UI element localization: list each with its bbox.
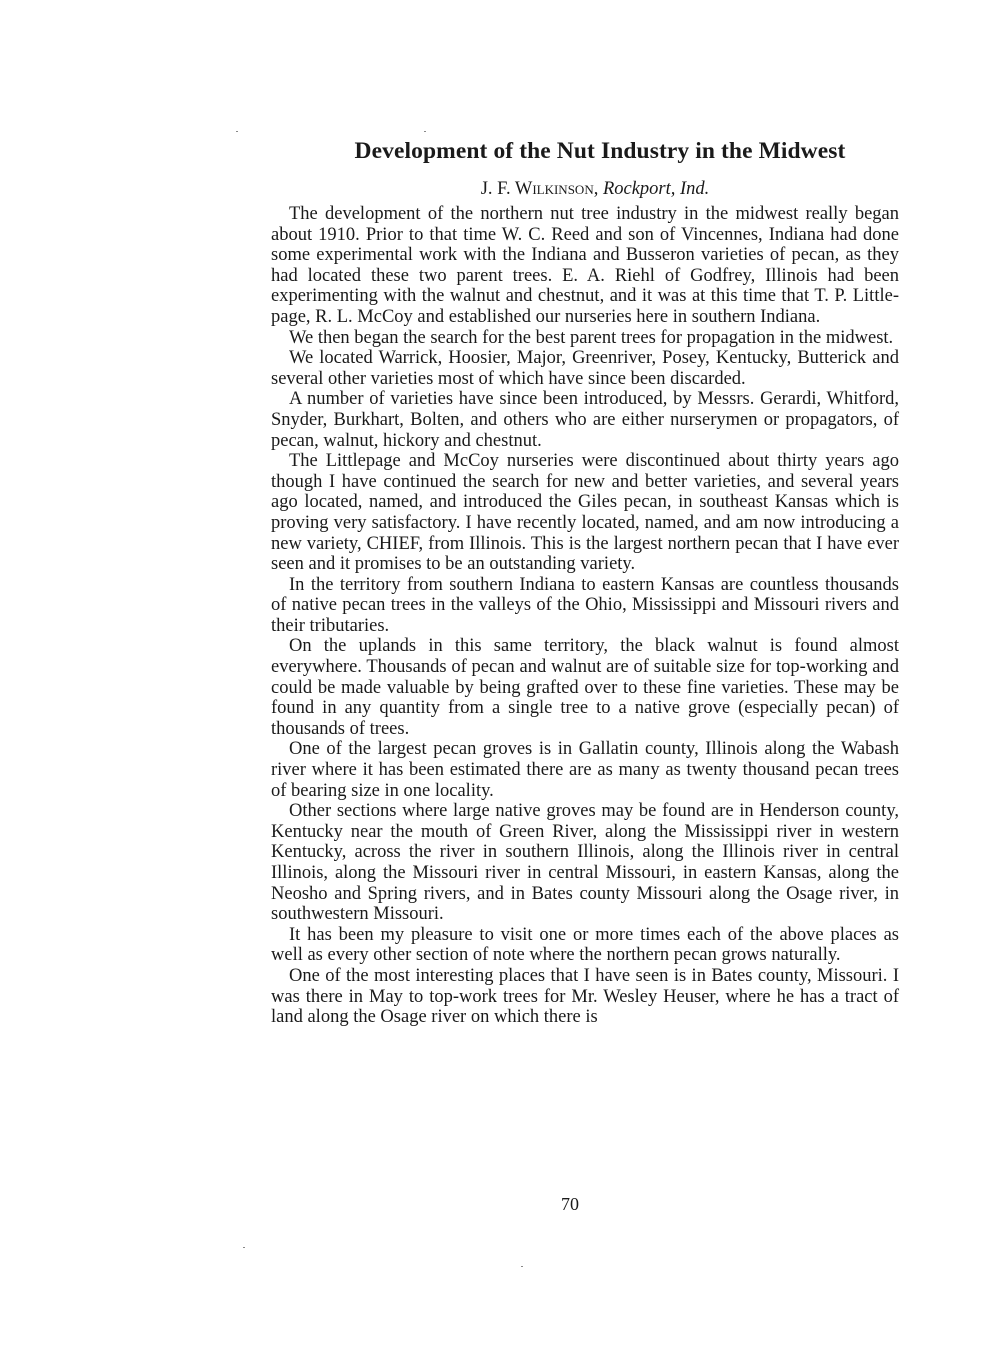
scan-speck: [243, 1247, 245, 1248]
paragraph: A number of varieties have since been introduced, by Messrs. Gerardi, Whitford, Snyder, Burkhart, Bolten, and others who are either nurserymen or propagators, of pecan, walnut, hickory and chestnut.: [271, 389, 899, 451]
paragraph: On the uplands in this same territory, the black walnut is found almost everywhere. Thousands of pecan and walnut are of suitable size for top-working and could be made valuable by being grafted over to these fine varieties. These may be found in any quantity from a single tree to a native grove (especially pecan) of thousands of trees.: [271, 636, 899, 739]
scan-speck: [236, 131, 238, 132]
byline: [271, 176, 899, 202]
paragraph: Other sections where large native groves may be found are in Henderson county, Kentucky near the mouth of Green River, along the Mississippi river in western Kentucky, across the river in southern Illinois, along the Illinois river in central Illinois, along the Missouri river in central Missouri, in eastern Kansas, along the Neosho and Spring rivers, and in Bates county Missouri along the Osage river, in southwestern Missouri.: [271, 801, 899, 925]
paragraph: The Littlepage and McCoy nurseries were discontinued about thirty years ago though I have continued the search for new and better varieties, and several years ago located, named, and introduced the Giles pecan, in southeast Kansas which is proving very satisfactory. I have recently located, named, and am now introducing a new variety, CHIEF, from Illinois. This is the largest northern pecan that I have ever seen and it promises to be an outstanding variety.: [271, 451, 899, 575]
article-body: [271, 204, 899, 1028]
article-title: Development of the Nut Industry in the Midwest: [354, 138, 846, 164]
paragraph: It has been my pleasure to visit one or more times each of the above places as well as every other section of note where the northern pecan grows naturally.: [271, 924, 899, 966]
paragraph: One of the most interesting places that I have seen is in Bates county, Missouri. I was there in May to top-work trees for Mr. Wesley Heuser, where he has a tract of land along the Osage river on which there is: [271, 965, 899, 1028]
paragraph: The development of the northern nut tree industry in the midwest really began about 1910. Prior to that time W. C. Reed and son of Vincennes, Indiana had done some experimental work with the Indiana and Busseron varieties of pecan, as they had located these two parent trees. E. A. Riehl of Godfrey, Illinois had been experimenting with the walnut and chestnut, and it was at this time that T. P. Littlepage, R. L. McCoy and established our nurseries here in southern Indiana.: [271, 204, 899, 327]
scan-speck: [424, 131, 426, 132]
page-number: 70: [561, 1194, 579, 1214]
paragraph: One of the largest pecan groves is in Gallatin county, Illinois along the Wabash river where it has been estimated there are as many as twenty thousand pecan trees of bearing size in one locality.: [271, 739, 899, 801]
author-location: Rockport, Ind.: [602, 179, 710, 199]
author-name: J. F. Wilkinson,: [480, 179, 599, 199]
paragraph: We located Warrick, Hoosier, Major, Greenriver, Posey, Kentucky, Butterick and several other varieties most of which have since been discarded.: [271, 348, 899, 389]
scan-speck: [521, 1266, 523, 1267]
paragraph: We then began the search for the best parent trees for propagation in the midwest.: [289, 327, 894, 348]
article: [271, 136, 899, 1028]
paragraph: In the territory from southern Indiana to eastern Kansas are countless thousands of native pecan trees in the valleys of the Ohio, Mississippi and Missouri rivers and their tributaries.: [271, 574, 899, 636]
